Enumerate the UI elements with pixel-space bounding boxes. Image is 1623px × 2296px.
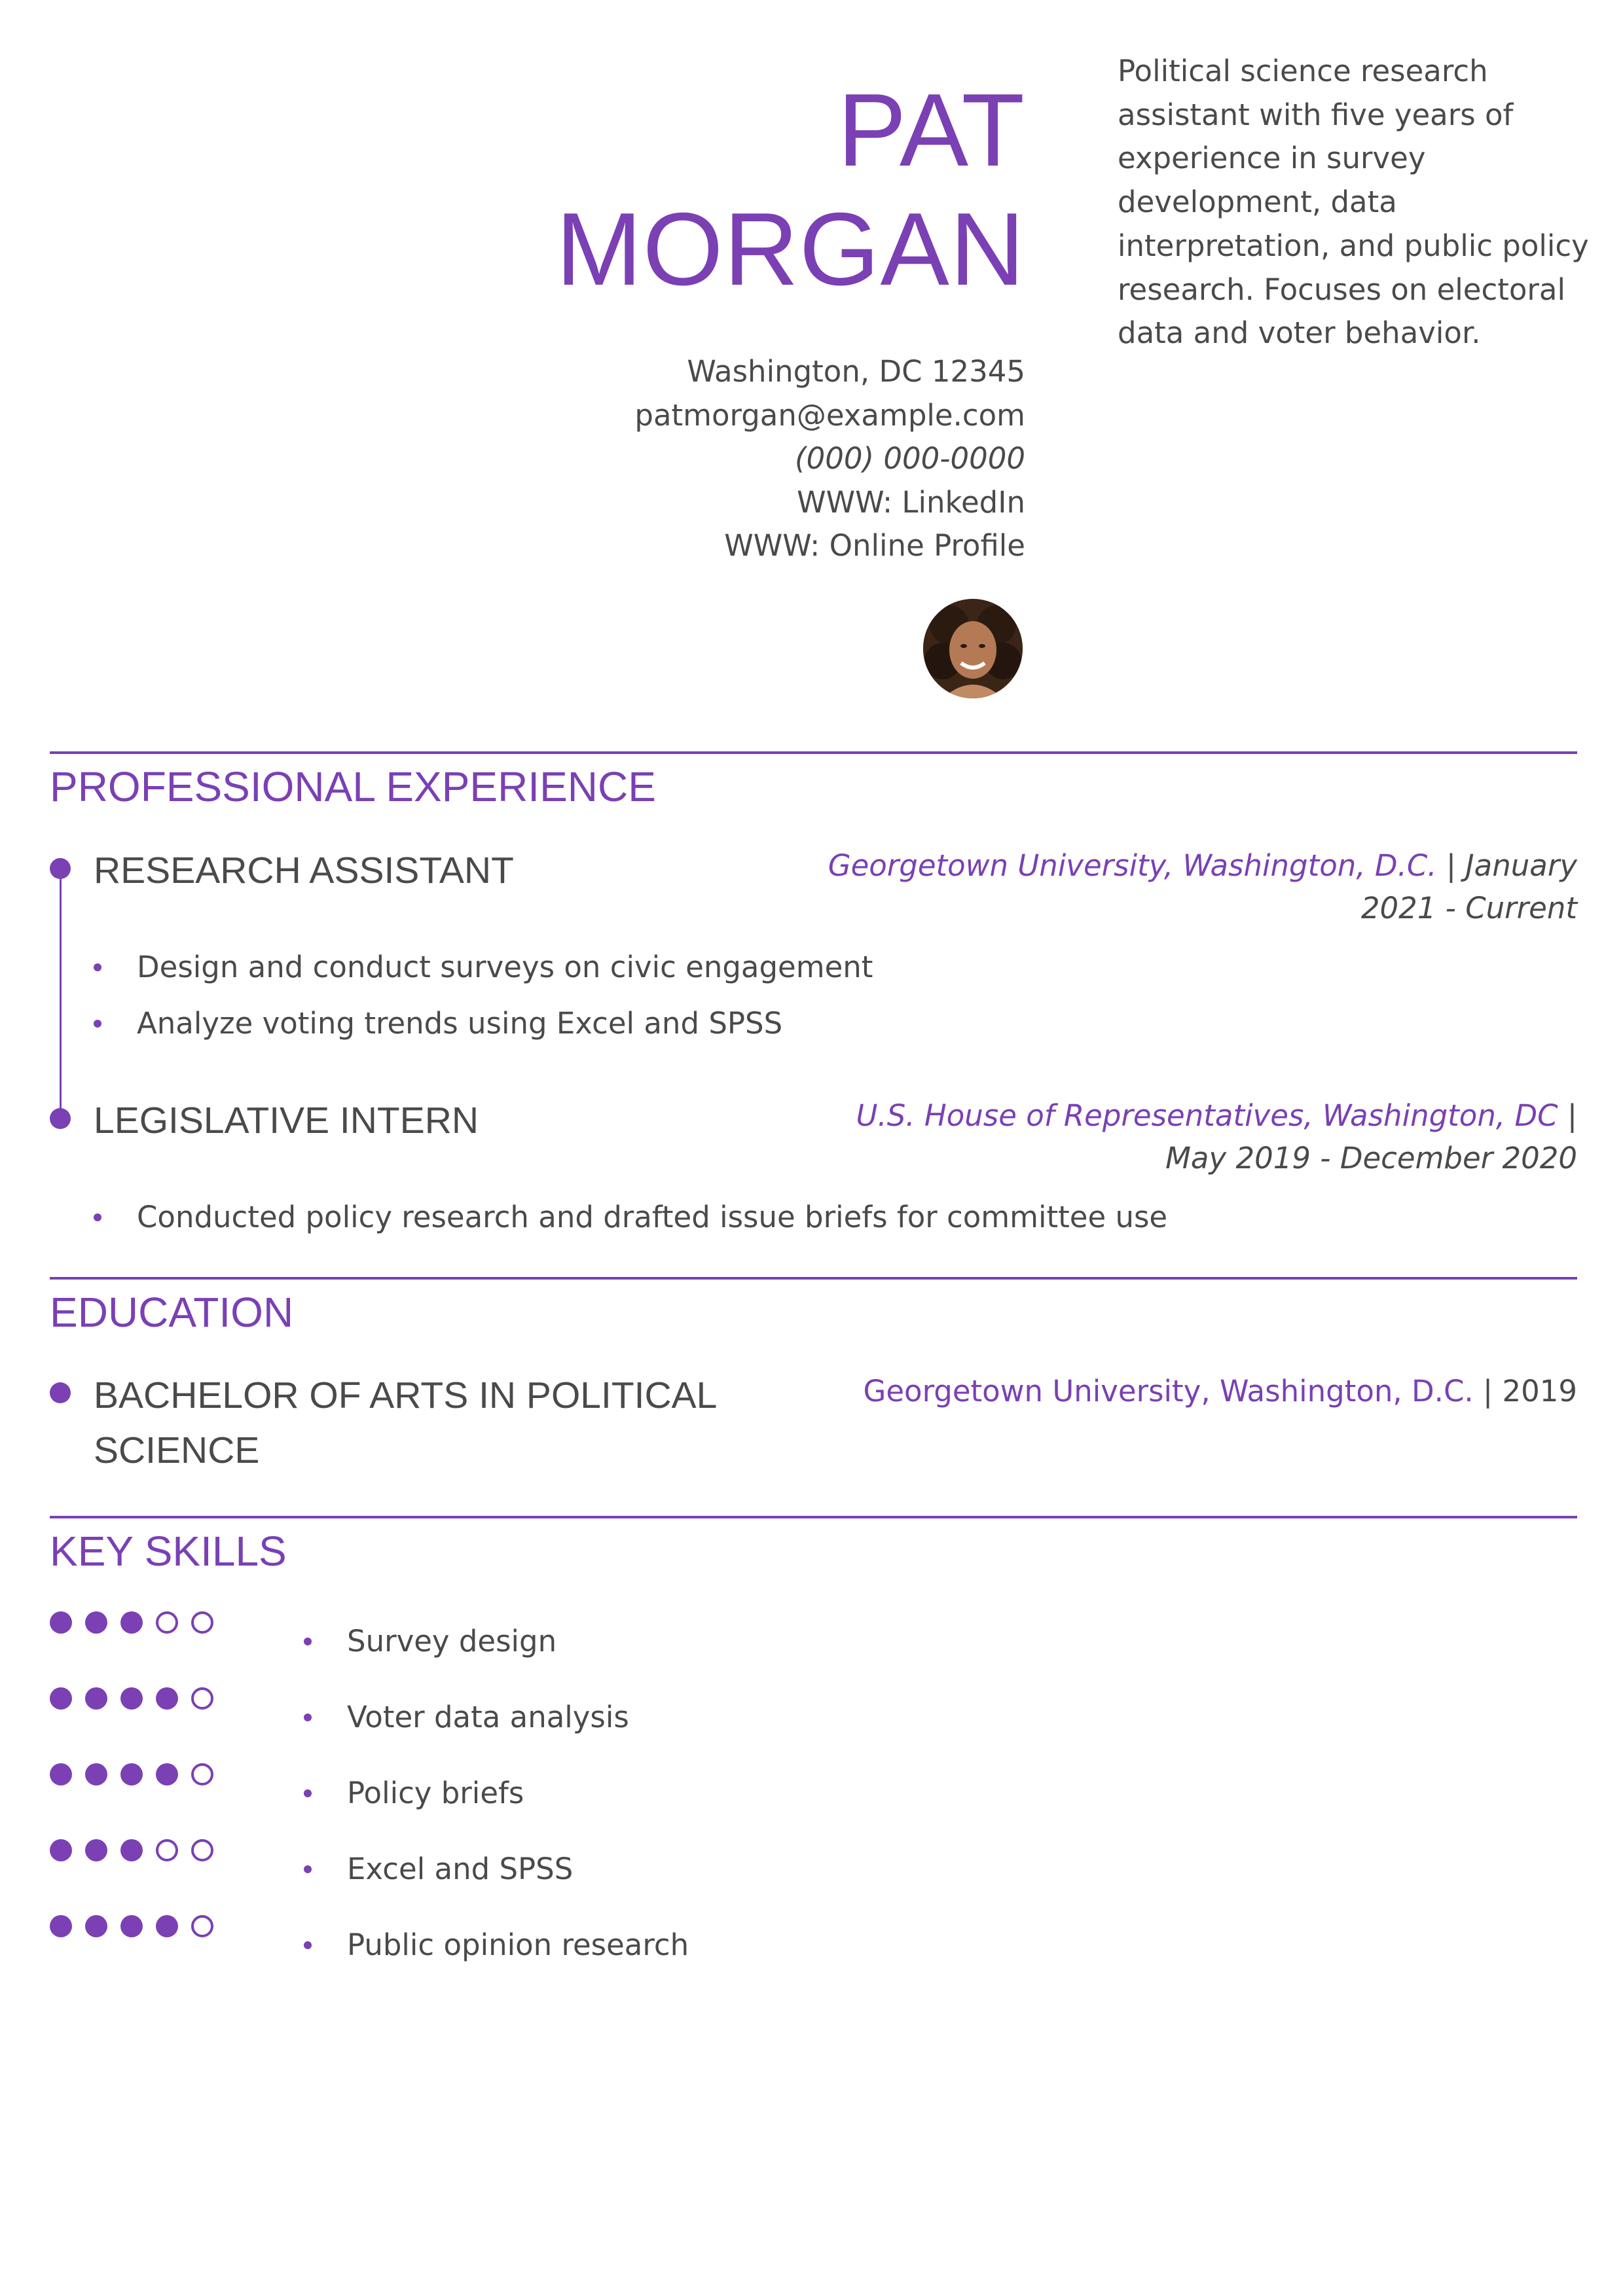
bullet-icon (304, 1789, 312, 1797)
skill-name: Voter data analysis (347, 1700, 629, 1734)
bullet-icon (304, 1941, 312, 1949)
job-title: LEGISLATIVE INTERN (94, 1100, 479, 1141)
skill-rating (50, 1611, 213, 1634)
section-divider (50, 751, 1577, 754)
contact-block (436, 350, 1025, 568)
rating-dot-empty-icon (156, 1839, 178, 1861)
job-dates: January 2021 - Current (1360, 848, 1577, 925)
meta-separator: | (1436, 848, 1466, 883)
list-item: Design and conduct surveys on civic engagement (137, 950, 873, 984)
school-name: Georgetown University, Washington, D.C. (863, 1374, 1474, 1408)
timeline-dot (50, 1382, 71, 1403)
meta-separator: | (1473, 1374, 1503, 1408)
bullet-icon (304, 1713, 312, 1721)
rating-dot-filled-icon (156, 1915, 178, 1937)
section-title-education: EDUCATION (50, 1289, 294, 1336)
rating-dot-empty-icon (191, 1915, 213, 1937)
job-meta (824, 844, 1577, 929)
skill-rating (50, 1687, 213, 1710)
email[interactable]: patmorgan@example.com (634, 397, 1025, 433)
rating-dot-filled-icon (85, 1915, 107, 1937)
list-item: Conducted policy research and drafted issue briefs for committee use (137, 1200, 1168, 1234)
bullet-icon (94, 1020, 101, 1028)
rating-dot-filled-icon (50, 1687, 72, 1710)
rating-dot-filled-icon (156, 1687, 178, 1710)
last-name: MORGAN (556, 192, 1025, 307)
job-org: U.S. House of Representatives, Washington, DC (856, 1098, 1558, 1133)
job-dates: May 2019 - December 2020 (1165, 1141, 1577, 1175)
rating-dot-filled-icon (120, 1687, 143, 1710)
job-org: Georgetown University, Washington, D.C. (828, 848, 1437, 883)
rating-dot-empty-icon (191, 1687, 213, 1710)
rating-dot-empty-icon (191, 1763, 213, 1785)
rating-dot-filled-icon (50, 1839, 72, 1861)
section-title-experience: PROFESSIONAL EXPERIENCE (50, 763, 656, 810)
address: Washington, DC 12345 (687, 354, 1025, 389)
graduation-year: 2019 (1502, 1374, 1577, 1408)
bullet-icon (94, 1213, 101, 1221)
linkedin-link[interactable]: WWW: LinkedIn (797, 484, 1025, 520)
phone[interactable]: (000) 000-0000 (795, 441, 1025, 476)
list-item: Analyze voting trends using Excel and SPSS (137, 1006, 783, 1041)
timeline-dot (50, 1108, 71, 1129)
rating-dot-filled-icon (85, 1763, 107, 1785)
bullet-icon (304, 1638, 312, 1645)
rating-dot-filled-icon (85, 1611, 107, 1634)
rating-dot-filled-icon (85, 1839, 107, 1861)
bullet-icon (304, 1865, 312, 1873)
rating-dot-filled-icon (50, 1763, 72, 1785)
degree-title: BACHELOR OF ARTS IN POLITICAL SCIENCE (94, 1374, 716, 1471)
avatar (923, 599, 1023, 698)
section-title-skills: KEY SKILLS (50, 1528, 287, 1575)
skill-rating (50, 1763, 213, 1785)
skill-name: Survey design (347, 1624, 557, 1659)
online-profile-link[interactable]: WWW: Online Profile (724, 528, 1025, 563)
section-divider (50, 1277, 1577, 1280)
bullet-icon (94, 963, 101, 971)
timeline-line (60, 869, 62, 1120)
rating-dot-empty-icon (191, 1611, 213, 1634)
education-meta (857, 1370, 1577, 1412)
rating-dot-filled-icon (120, 1763, 143, 1785)
professional-summary: Political science research assistant with five years of experience in survey development, data interpretation, and public policy research. Focuses on electoral data and voter behavior. (1118, 54, 1589, 351)
job-title: RESEARCH ASSISTANT (94, 850, 514, 891)
rating-dot-filled-icon (85, 1687, 107, 1710)
rating-dot-filled-icon (156, 1763, 178, 1785)
timeline-dot (50, 858, 71, 879)
rating-dot-empty-icon (191, 1839, 213, 1861)
skill-rating (50, 1839, 213, 1861)
skill-name: Public opinion research (347, 1928, 689, 1962)
job-meta (824, 1094, 1577, 1179)
meta-separator: | (1558, 1098, 1577, 1133)
rating-dot-filled-icon (50, 1915, 72, 1937)
skill-name: Policy briefs (347, 1776, 524, 1810)
rating-dot-filled-icon (120, 1839, 143, 1861)
first-name: PAT (837, 73, 1025, 188)
skill-rating (50, 1915, 213, 1937)
rating-dot-filled-icon (120, 1915, 143, 1937)
skill-name: Excel and SPSS (347, 1852, 574, 1886)
rating-dot-filled-icon (120, 1611, 143, 1634)
section-divider (50, 1516, 1577, 1518)
rating-dot-empty-icon (156, 1611, 178, 1634)
rating-dot-filled-icon (50, 1611, 72, 1634)
